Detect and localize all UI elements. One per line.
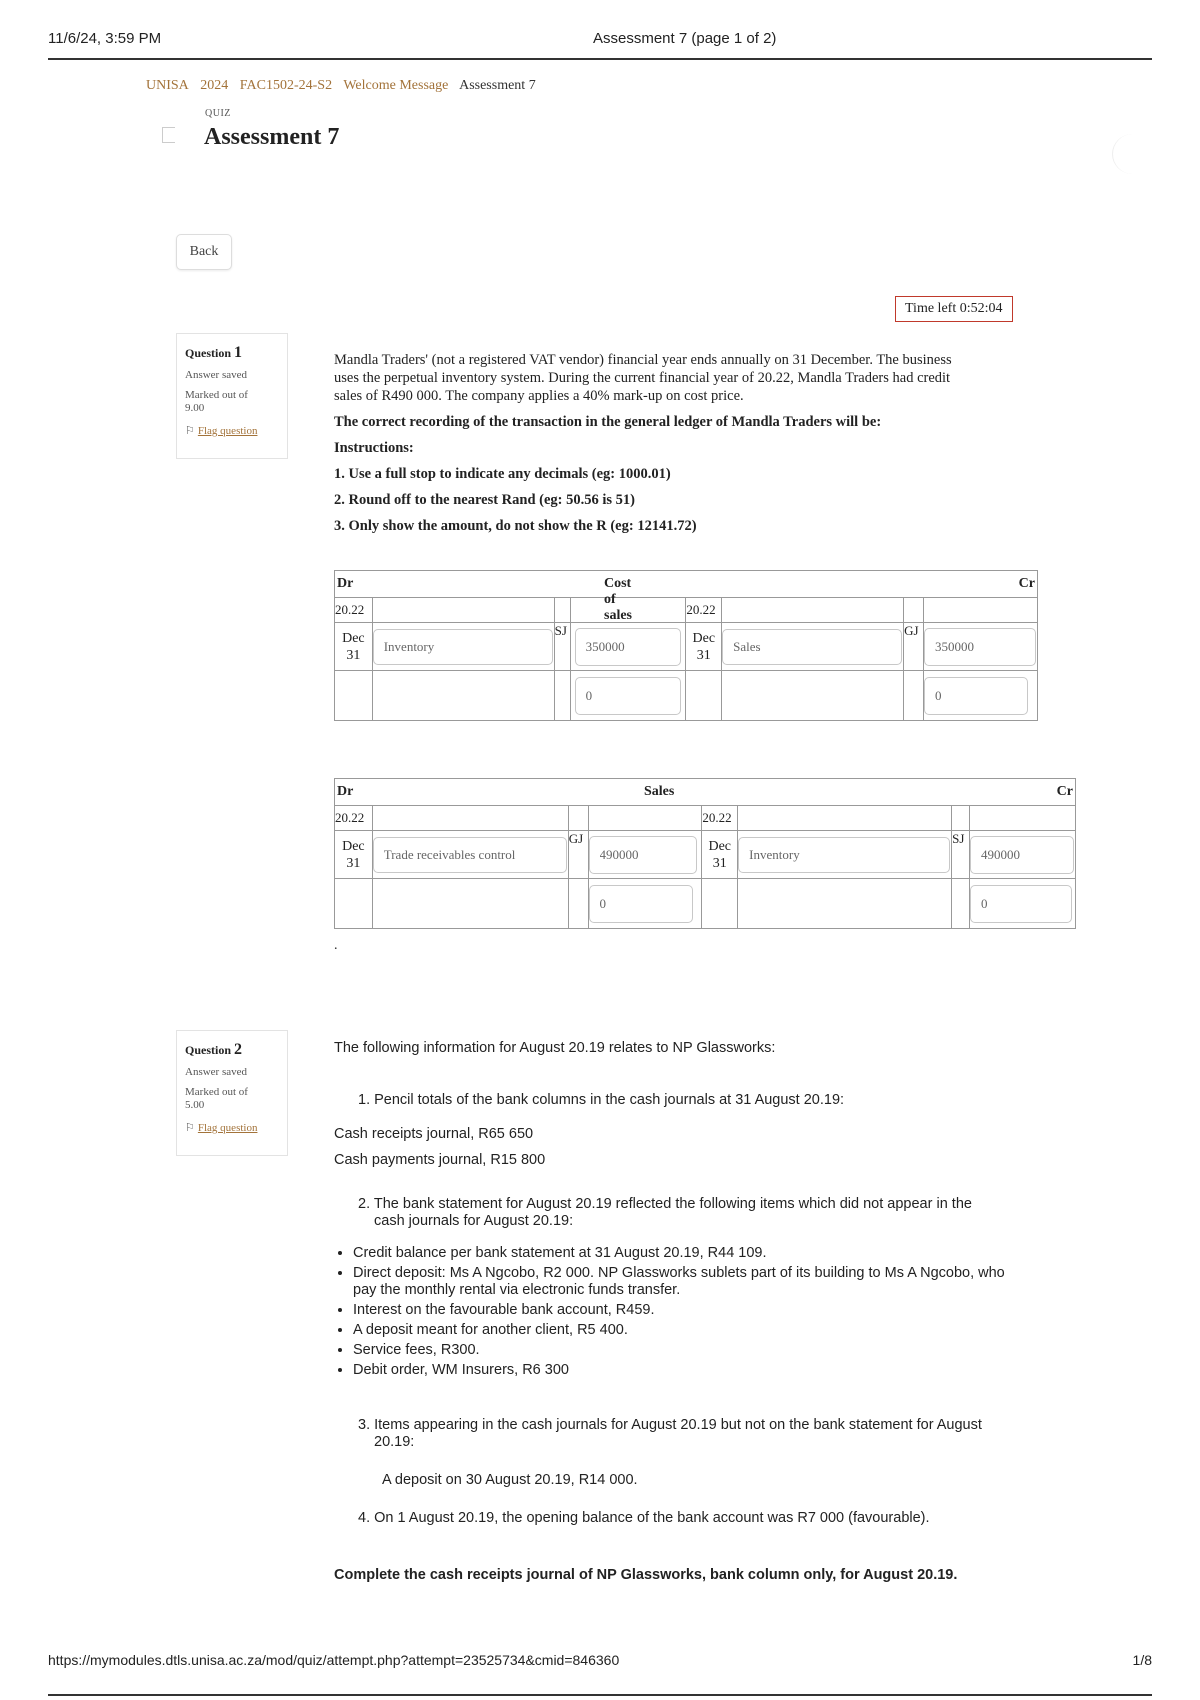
question-2-intro: The following information for August 20.19 relates to NP Glassworks: [334,1040,776,1056]
instructions-heading: Instructions: [334,440,414,456]
question-2-info [176,1030,288,1156]
year-right: 20.22 [686,598,722,623]
folio-right: SJ [952,831,970,879]
question-1-info [176,333,288,459]
footer-divider [48,1694,1152,1696]
folio-left: SJ [554,623,570,671]
folio-left: GJ [568,831,588,879]
list-item: • Interest on the favourable bank account, R459. [353,1302,1006,1319]
q2-item-1: 1. Pencil totals of the bank columns in the cash journals at 31 August 20.19: [358,1092,845,1108]
year-left: 20.22 [335,598,373,623]
cr-label: Cr [554,571,1037,598]
list-item: • A deposit meant for another client, R5 400. [353,1322,1006,1339]
bank-statement-items [334,1245,1006,1379]
details-input-left[interactable] [373,629,553,665]
date-day: 31 [712,855,727,871]
instruction-1: 1. Use a full stop to indicate any decimals (eg: 1000.01) [334,466,671,482]
flag-question-link[interactable] [185,424,279,437]
amount-input-left[interactable] [589,836,697,874]
print-page-title: Assessment 7 (page 1 of 2) [593,30,777,47]
quiz-timer: Time left 0:52:04 [895,296,1013,322]
cr-label: Cr [702,779,1076,806]
total-input-left[interactable] [589,885,693,923]
year-left: 20.22 [335,806,373,831]
question-status: Answer saved [185,1066,248,1078]
print-footer [48,1652,1152,1668]
details-input-right[interactable] [738,837,950,873]
cash-receipts-total: Cash receipts journal, R65 650 [334,1126,534,1142]
q2-item-3-detail: A deposit on 30 August 20.19, R14 000. [382,1472,638,1488]
breadcrumb-item-section[interactable]: Welcome Message [343,78,449,93]
trailing-period: . [334,938,338,953]
amount-input-left[interactable] [575,628,681,666]
year-right: 20.22 [702,806,738,831]
date-month: Dec [342,630,365,646]
t-account-cost-of-sales [334,570,1038,721]
date-day: 31 [346,855,361,871]
drawer-toggle-icon [1112,134,1153,174]
list-item: • Debit order, WM Insurers, R6 300 [353,1362,1006,1379]
print-timestamp: 11/6/24, 3:59 PM [48,30,162,47]
flag-icon: ⚐ [185,425,195,437]
question-marked-label: Marked out of [185,1086,248,1098]
account-title: Sales [644,784,675,799]
print-header [48,28,1152,60]
question-1-text [334,351,964,543]
list-item: • Service fees, R300. [353,1342,1006,1359]
print-url: https://mymodules.dtls.unisa.ac.za/mod/quiz/attempt.php?attempt=23525734&cmid=846360 [48,1652,620,1668]
date-day: 31 [346,647,361,663]
dr-label: Dr Sales [335,779,702,806]
q2-task: Complete the cash receipts journal of NP Glassworks, bank column only, for August 20.19. [334,1567,958,1583]
activity-type-label: QUIZ [205,108,231,119]
total-input-right[interactable] [970,885,1072,923]
question-marked-label: Marked out of [185,389,248,401]
instruction-2: 2. Round off to the nearest Rand (eg: 50.56 is 51) [334,492,636,508]
flag-question-label: Flag question [197,425,258,437]
date-month: Dec [342,838,365,854]
question-label: Question [185,1043,232,1057]
t-account-sales [334,778,1076,929]
question-number: 1 [234,344,243,361]
folio-right: GJ [904,623,924,671]
amount-input-right[interactable] [924,628,1036,666]
flag-question-label: Flag question [197,1122,258,1134]
print-page-number: 1/8 [1132,1652,1152,1668]
flag-question-link[interactable] [185,1121,279,1134]
q2-item-2: 2. The bank statement for August 20.19 reflected the following items which did not appear in the cash journals for August 20.19: [358,1196,972,1229]
quiz-icon [162,127,175,143]
instruction-3: 3. Only show the amount, do not show the R (eg: 12141.72) [334,518,697,534]
question-1-intro: Mandla Traders' (not a registered VAT vendor) financial year ends annually on 31 December. The business uses the perpetual inventory system. During the current financial year of 20.22, Mandla Traders had credit sales of R490 000. The company applies a 40% mark-up on cost price. [334,352,952,404]
breadcrumb-item-unisa[interactable]: UNISA [146,78,189,93]
date-month: Dec [708,838,732,854]
account-title: Cost of sales [604,576,632,623]
total-input-right[interactable] [924,677,1028,715]
breadcrumb-item-current[interactable]: Assessment 7 [459,78,536,93]
amount-input-right[interactable] [970,836,1074,874]
details-input-right[interactable] [722,629,902,665]
question-label: Question [185,346,232,360]
question-marks: 5.00 [185,1099,205,1111]
page-title: Assessment 7 [204,124,340,150]
breadcrumb-item-year[interactable]: 2024 [200,78,229,93]
back-button[interactable]: Back [176,234,232,270]
dr-label: Dr Cost of sales [335,571,555,598]
question-number: 2 [234,1041,243,1058]
list-item: • Direct deposit: Ms A Ngcobo, R2 000. NP Glassworks sublets part of its building to Ms A Ngcobo, who pay the monthly rental via electronic funds transfer. [353,1265,1006,1299]
list-item: • Credit balance per bank statement at 31 August 20.19, R44 109. [353,1245,1006,1262]
q2-item-4: 4. On 1 August 20.19, the opening balance of the bank account was R7 000 (favourable). [358,1510,930,1526]
total-input-left[interactable] [575,677,681,715]
question-marks: 9.00 [185,402,205,414]
question-2-text [334,1040,1006,1584]
q2-item-3: 3. Items appearing in the cash journals for August 20.19 but not on the bank statement for August 20.19: [358,1417,982,1450]
flag-icon: ⚐ [185,1122,195,1134]
question-1-prompt: The correct recording of the transaction in the general ledger of Mandla Traders will be: [334,414,882,430]
cash-payments-total: Cash payments journal, R15 800 [334,1152,546,1168]
details-input-left[interactable] [373,837,567,873]
date-day: 31 [696,647,711,663]
date-month: Dec [692,630,716,646]
question-status: Answer saved [185,369,248,381]
breadcrumb [146,78,544,94]
breadcrumb-item-course[interactable]: FAC1502-24-S2 [239,78,333,93]
